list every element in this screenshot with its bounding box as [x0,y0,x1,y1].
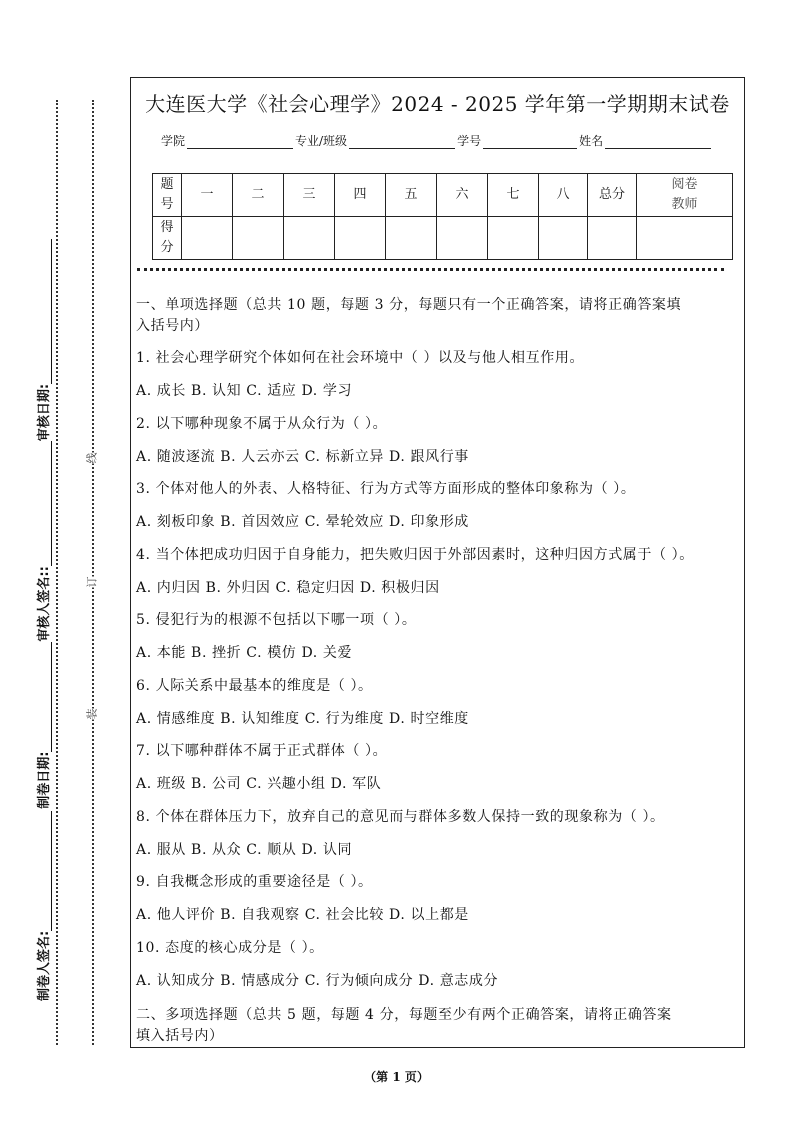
section-divider [137,268,724,271]
page-number: （第 1 页） [364,1070,429,1084]
score-header-cell: 二 [233,174,284,217]
score-header-cell: 五 [386,174,437,217]
exam-page-frame [130,77,745,1048]
maker-date-line[interactable] [41,642,52,752]
exam-title: 大连医大学《社会心理学》2024 - 2025 学年第一学期期末试卷 [145,92,730,116]
question-options: A. 本能 B. 挫折 C. 模仿 D. 关爱 [136,645,353,661]
score-input-cell[interactable] [233,217,284,260]
score-header-cell: 六 [437,174,488,217]
student-id-label: 学号 [457,134,482,148]
score-table [152,173,733,260]
binding-mark-zhuang: 装 [85,708,99,720]
section1-header-cont: 入括号内） [136,318,209,334]
section1-header: 一、单项选择题（总共 10 题，每题 3 分，每题只有一个正确答案，请将正确答案填 [136,297,682,313]
score-input-cell[interactable] [284,217,335,260]
question-text: 7. 以下哪种群体不属于正式群体（ ）。 [136,743,388,759]
major-class-label: 专业/班级 [295,134,348,148]
question-options: A. 成长 B. 认知 C. 适应 D. 学习 [136,383,353,399]
question-options: A. 认知成分 B. 情感成分 C. 行为倾向成分 D. 意志成分 [136,972,499,989]
question-options: A. 刻板印象 B. 首因效应 C. 晕轮效应 D. 印象形成 [136,514,469,530]
score-header-cell: 七 [488,174,539,217]
maker-signature-line[interactable] [41,811,52,931]
student-id-field[interactable] [483,136,577,149]
score-input-cell[interactable] [488,217,539,260]
score-header-cell: 八 [539,174,588,217]
college-field[interactable] [187,136,293,149]
score-input-cell[interactable] [182,217,233,260]
question-options: A. 服从 B. 从众 C. 顺从 D. 认同 [136,841,353,858]
question-text: 6. 人际关系中最基本的维度是（ ）。 [136,677,373,694]
score-header-cell: 三 [284,174,335,217]
margin-signature-fields [32,151,52,1001]
score-row-label: 得 分 [153,217,182,260]
major-class-field[interactable] [349,136,455,149]
review-date-line[interactable] [41,239,52,384]
score-header-cell: 一 [182,174,233,217]
review-date-label: 审核日期: [37,383,52,442]
name-label: 姓名 [579,134,604,148]
name-field[interactable] [605,136,711,149]
question-text: 2. 以下哪种现象不属于从众行为（ ）。 [136,415,388,432]
question-text: 8. 个体在群体压力下，放弃自己的意见而与群体多数人保持一致的现象称为（ ）。 [136,808,665,825]
question-text: 9. 自我概念形成的重要途径是（ ）。 [136,874,373,890]
score-input-cell[interactable] [588,217,637,260]
score-header-cell: 阅卷 教师 [637,174,733,217]
maker-signature-label: 制卷人签名: [37,930,52,1001]
score-input-cell[interactable] [437,217,488,260]
question-options: A. 随波逐流 B. 人云亦云 C. 标新立异 D. 跟风行事 [136,448,469,465]
college-label: 学院 [161,134,186,148]
binding-mark-xian: 线 [85,452,99,464]
question-options: A. 班级 B. 公司 C. 兴趣小组 D. 军队 [136,776,382,792]
score-input-cell[interactable] [335,217,386,260]
question-text: 3. 个体对他人的外表、人格特征、行为方式等方面形成的整体印象称为（ ）。 [136,481,636,497]
binding-mark-ding: 订 [85,576,99,588]
section2-header-cont: 填入括号内） [136,1028,224,1044]
margin-outer-dotted-line [56,100,58,1045]
maker-date-label: 制卷日期: [37,751,52,809]
score-header-cell: 总分 [588,174,637,217]
question-options: A. 他人评价 B. 自我观察 C. 社会比较 D. 以上都是 [136,907,469,923]
section2-header: 二、多项选择题（总共 5 题，每题 4 分，每题至少有两个正确答案，请将正确答案 [136,1007,672,1023]
reviewer-signature-label: 审核人签名:: [37,566,52,642]
reviewer-signature-line[interactable] [41,441,52,566]
question-options: A. 情感维度 B. 认知维度 C. 行为维度 D. 时空维度 [136,710,469,727]
score-input-cell[interactable] [539,217,588,260]
margin-inner-dotted-line [92,100,94,1045]
score-header-cell: 题 号 [153,174,182,217]
score-table-score-row [153,217,733,260]
score-input-cell[interactable] [386,217,437,260]
question-options: A. 内归因 B. 外归因 C. 稳定归因 D. 积极归因 [136,579,440,596]
question-text: 4. 当个体把成功归因于自身能力，把失败归因于外部因素时，这种归因方式属于（ ）。 [136,546,694,563]
question-text: 10. 态度的核心成分是（ ）。 [136,939,324,956]
question-text: 5. 侵犯行为的根源不包括以下哪一项（ ）。 [136,612,417,628]
score-input-cell[interactable] [637,217,733,260]
score-header-cell: 四 [335,174,386,217]
score-table-header-row [153,174,733,217]
student-info-row [161,132,713,149]
question-text: 1. 社会心理学研究个体如何在社会环境中（ ）以及与他人相互作用。 [136,350,585,366]
